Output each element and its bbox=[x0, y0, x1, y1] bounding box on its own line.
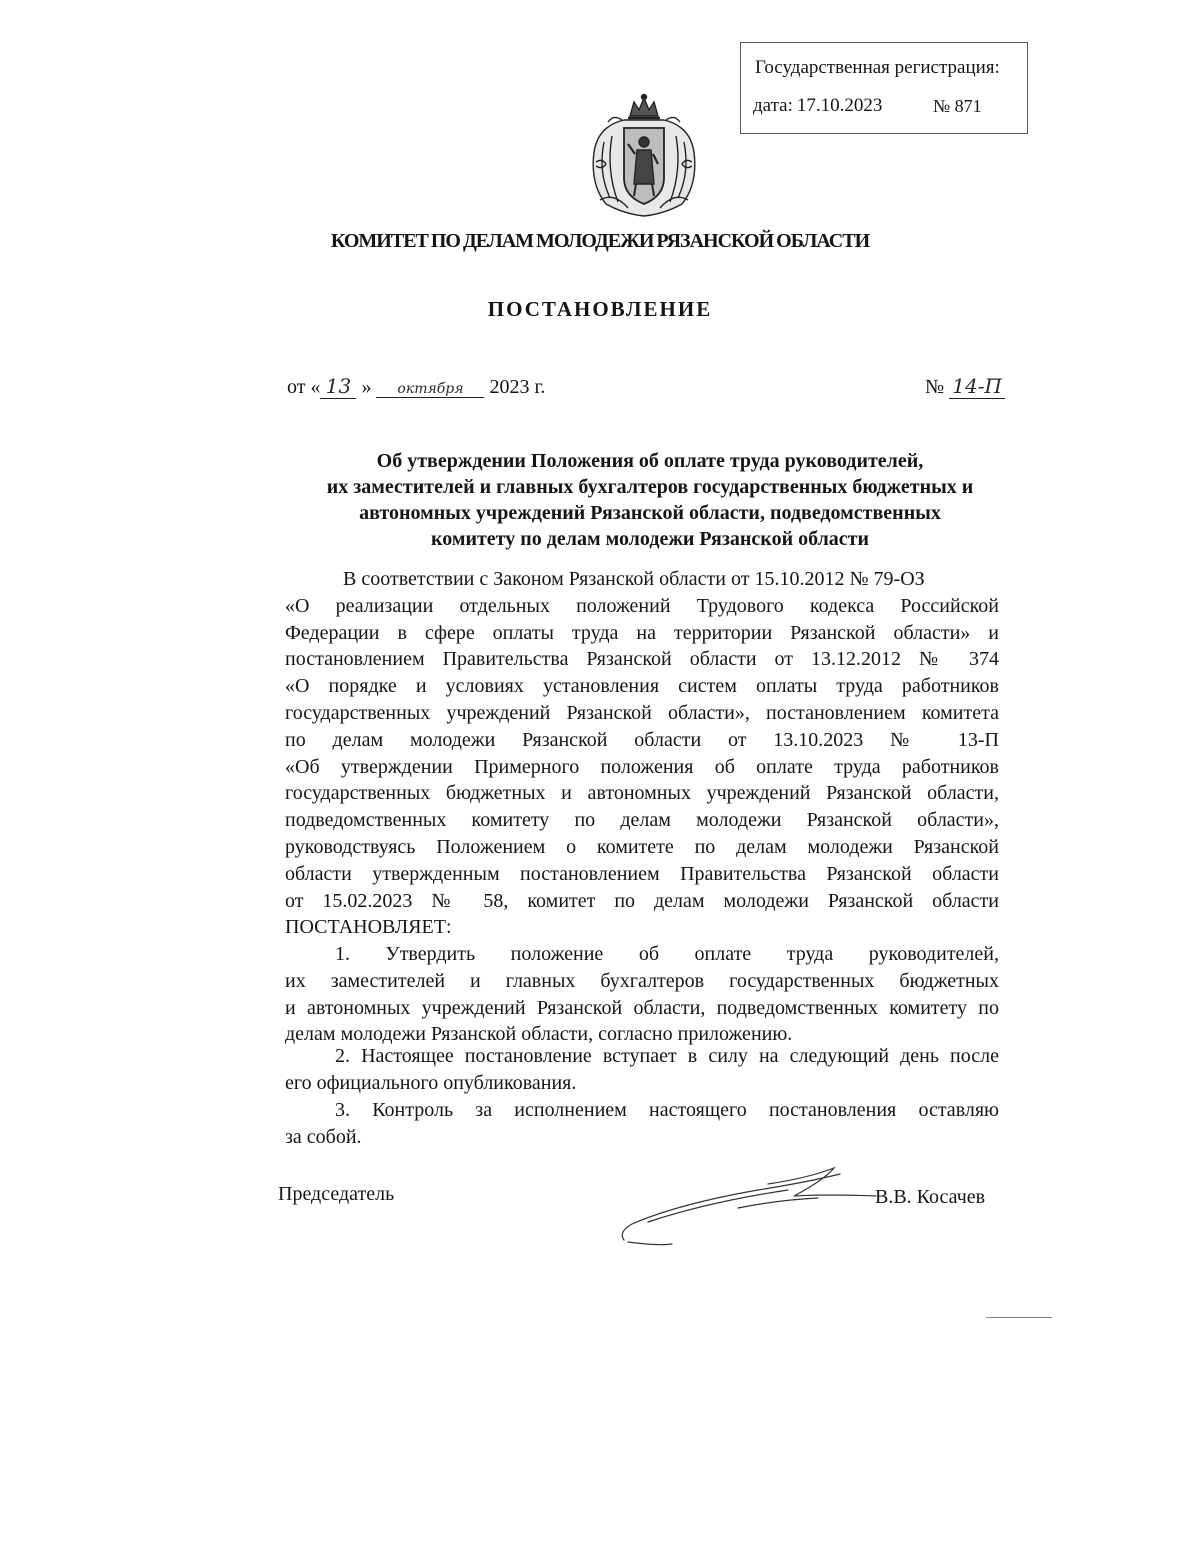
text-line: постановлением Правительства Рязанской области от 13.12.2012 № 374 bbox=[285, 648, 999, 671]
text-line: «Об утверждении Примерного положения об оплате труда работников bbox=[285, 755, 999, 778]
document-type: ПОСТАНОВЛЕНИЕ bbox=[487, 297, 713, 321]
title-line: Об утверждении Положения об оплате труда руководителей, bbox=[376, 450, 924, 472]
registration-stamp bbox=[740, 42, 1028, 134]
text-line: области утвержденным постановлением Правительства Рязанской области bbox=[285, 862, 999, 885]
title-line: автономных учреждений Рязанской области, подведомственных bbox=[359, 502, 941, 524]
number-prefix: № bbox=[925, 376, 945, 398]
text-line: Федерации в сфере оплаты труда на территории Рязанской области» и bbox=[285, 621, 999, 644]
item-3-paragraph bbox=[285, 1097, 999, 1151]
date-day: 13 bbox=[320, 374, 356, 399]
text-line: его официального опубликования. bbox=[285, 1071, 577, 1094]
text-line: государственных бюджетных и автономных учреждений Рязанской области, bbox=[285, 782, 999, 805]
document-number bbox=[925, 374, 1005, 399]
date-month: октября bbox=[376, 381, 484, 398]
text-line: их заместителей и главных бухгалтеров государственных бюджетных bbox=[285, 969, 999, 992]
document-date bbox=[287, 374, 545, 399]
registration-title: Государственная регистрация: bbox=[755, 57, 1000, 78]
item-2-paragraph bbox=[285, 1043, 999, 1097]
preamble-paragraph bbox=[285, 566, 999, 941]
text-line: и автономных учреждений Рязанской области, подведомственных комитету по bbox=[285, 996, 999, 1019]
registration-date-label: дата: bbox=[753, 95, 793, 116]
number-value: 14-П bbox=[949, 374, 1005, 399]
text-line: подведомственных комитету по делам молодежи Рязанской области», bbox=[285, 809, 999, 832]
date-mid: » bbox=[361, 376, 372, 398]
text-line: «О реализации отдельных положений Трудового кодекса Российской bbox=[285, 594, 999, 617]
text-line: В соответствии с Законом Рязанской области от 15.10.2012 № 79-ОЗ bbox=[343, 568, 925, 590]
registration-date bbox=[753, 95, 882, 117]
item-1-paragraph bbox=[285, 941, 999, 1048]
registration-date-value: 17.10.2023 bbox=[796, 95, 883, 116]
signatory-position: Председатель bbox=[278, 1183, 395, 1205]
text-line: руководствуясь Положением о комитете по делам молодежи Рязанской bbox=[285, 835, 999, 858]
committee-name: КОМИТЕТ ПО ДЕЛАМ МОЛОДЕЖИ РЯЗАНСКОЙ ОБЛАСТИ bbox=[330, 230, 870, 252]
text-line: от 15.02.2023 № 58, комитет по делам молодежи Рязанской области bbox=[285, 889, 999, 912]
text-line: государственных учреждений Рязанской области», постановлением комитета bbox=[285, 701, 999, 724]
date-year: 2023 г. bbox=[489, 376, 546, 398]
text-line: 2. Настоящее постановление вступает в силу на следующий день после bbox=[335, 1045, 999, 1067]
text-line: за собой. bbox=[285, 1125, 362, 1148]
scan-artifact-line bbox=[986, 1317, 1052, 1318]
text-line: по делам молодежи Рязанской области от 13.10.2023 № 13-П bbox=[285, 728, 999, 751]
text-line: 3. Контроль за исполнением настоящего постановления оставляю bbox=[335, 1099, 999, 1121]
signatory-name: В.В. Косачев bbox=[875, 1186, 986, 1208]
registration-number: № 871 bbox=[933, 96, 982, 116]
text-line: ПОСТАНОВЛЯЕТ: bbox=[285, 916, 452, 939]
title-line: комитету по делам молодежи Рязанской области bbox=[430, 528, 870, 550]
document-title bbox=[270, 448, 1030, 552]
text-line: делам молодежи Рязанской области, согласно приложению. bbox=[285, 1023, 793, 1046]
text-line: «О порядке и условиях установления систем оплаты труда работников bbox=[285, 675, 999, 698]
ryazan-coat-of-arms-icon bbox=[584, 92, 704, 220]
text-line: 1. Утвердить положение об оплате труда руководителей, bbox=[335, 943, 999, 965]
handwritten-signature-icon bbox=[618, 1160, 878, 1250]
title-line: их заместителей и главных бухгалтеров государственных бюджетных и bbox=[326, 476, 974, 498]
date-prefix: от « bbox=[287, 376, 321, 398]
